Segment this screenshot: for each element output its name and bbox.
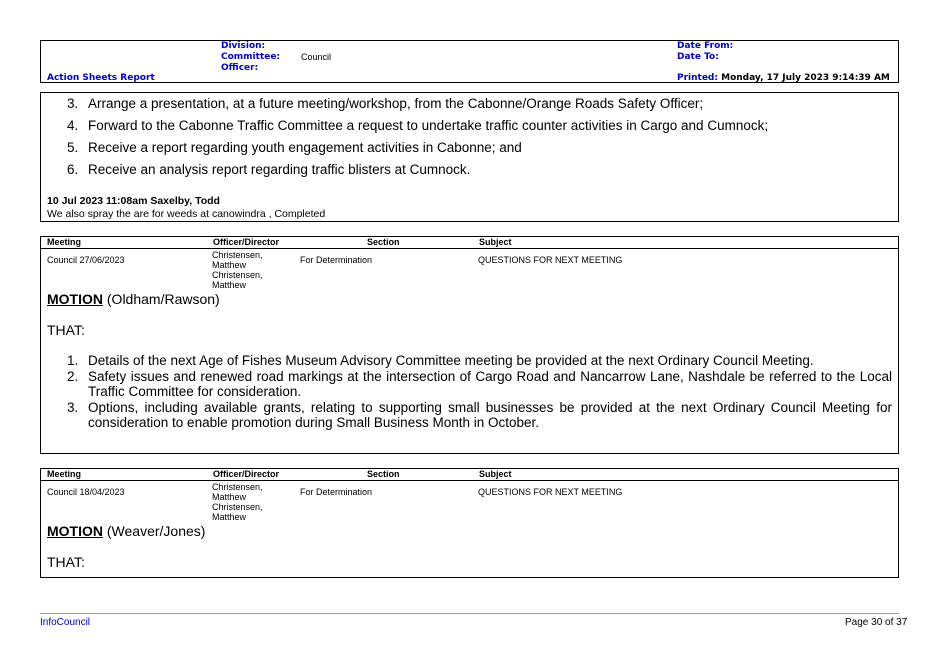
list-item-text: Safety issues and renewed road markings at the intersection of Cargo Road and Nancarrow Lane, Nashdale be referred to the Local Traffic Committee for consideration. xyxy=(88,369,892,399)
officer-line: Matthew xyxy=(212,260,247,270)
page-number: Page 30 of 37 xyxy=(845,617,908,628)
list-item-number: 3. xyxy=(67,96,79,111)
list-item-text: Forward to the Cabonne Traffic Committee a request to undertake traffic counter activities in Cargo and Cumnock; xyxy=(88,118,769,133)
printed-line xyxy=(677,73,890,84)
motion-heading xyxy=(47,291,220,307)
officer-line: Christensen, xyxy=(212,270,263,280)
officer-line: Christensen, xyxy=(212,502,263,512)
meeting-cell: Council 27/06/2023 xyxy=(47,255,125,265)
column-header-meeting: Meeting xyxy=(47,237,82,247)
that-label: THAT: xyxy=(47,554,85,570)
printed-value: Monday, 17 July 2023 9:14:39 AM xyxy=(721,73,890,83)
motion-movers: (Weaver/Jones) xyxy=(103,523,206,539)
date-from-label: Date From: xyxy=(677,41,734,51)
subject-cell: QUESTIONS FOR NEXT MEETING xyxy=(478,487,623,497)
officer-line: Matthew xyxy=(212,512,247,522)
list-item-text: Details of the next Age of Fishes Museum Advisory Committee meeting be provided at the next Ordinary Council Meeting. xyxy=(88,353,814,368)
date-to-label: Date To: xyxy=(677,52,719,62)
list-item-number: 2. xyxy=(67,369,79,384)
officer-line: Matthew xyxy=(212,280,247,290)
meeting-cell: Council 18/04/2023 xyxy=(47,487,125,497)
list-item-text: Arrange a presentation, at a future meeting/workshop, from the Cabonne/Orange Roads Safety Officer; xyxy=(88,96,704,111)
column-header-officer: Officer/Director xyxy=(213,469,280,479)
column-header-section: Section xyxy=(367,237,400,247)
officer-line: Christensen, xyxy=(212,482,263,492)
column-header-subject: Subject xyxy=(479,469,512,479)
that-label: THAT: xyxy=(47,322,85,338)
motion-label: MOTION xyxy=(47,291,103,307)
motion-heading xyxy=(47,523,205,539)
list-item-number: 4. xyxy=(67,118,79,133)
list-item-text: Options, including available grants, relating to supporting small businesses be provided at the next Ordinary Council Meeting for consideration to enable promotion during Small Business Month in October. xyxy=(88,400,892,430)
report-title: Action Sheets Report xyxy=(47,73,155,83)
footer-brand: InfoCouncil xyxy=(40,617,91,628)
list-item-number: 6. xyxy=(67,162,79,177)
list-item-text: Receive an analysis report regarding traffic blisters at Cumnock. xyxy=(88,162,471,177)
list-item-number: 3. xyxy=(67,400,79,415)
column-header-subject: Subject xyxy=(479,237,512,247)
column-header-section: Section xyxy=(367,469,400,479)
list-item-text: Receive a report regarding youth engagement activities in Cabonne; and xyxy=(88,140,522,155)
division-label: Division: xyxy=(221,41,266,51)
officer-cell xyxy=(212,482,282,522)
subject-cell: QUESTIONS FOR NEXT MEETING xyxy=(478,255,623,265)
motion-label: MOTION xyxy=(47,523,103,539)
motion-movers: (Oldham/Rawson) xyxy=(103,291,220,307)
column-header-officer: Officer/Director xyxy=(213,237,280,247)
committee-value: Council xyxy=(301,52,332,62)
list-item-number: 5. xyxy=(67,140,79,155)
list-item-number: 1. xyxy=(67,353,79,368)
footer-divider xyxy=(40,613,899,614)
officer-line: Matthew xyxy=(212,492,247,502)
committee-label: Committee: xyxy=(221,52,281,62)
printed-label: Printed: xyxy=(677,73,718,83)
note-heading: 10 Jul 2023 11:08am Saxelby, Todd xyxy=(47,195,220,207)
officer-cell xyxy=(212,250,282,290)
officer-label: Officer: xyxy=(221,63,259,73)
note-text: We also spray the are for weeds at canowindra , Completed xyxy=(47,208,326,220)
column-header-meeting: Meeting xyxy=(47,469,82,479)
officer-line: Christensen, xyxy=(212,250,263,260)
section-cell: For Determination xyxy=(300,487,373,497)
section-cell: For Determination xyxy=(300,255,373,265)
table-header-row xyxy=(41,237,898,249)
table-header-row xyxy=(41,469,898,481)
